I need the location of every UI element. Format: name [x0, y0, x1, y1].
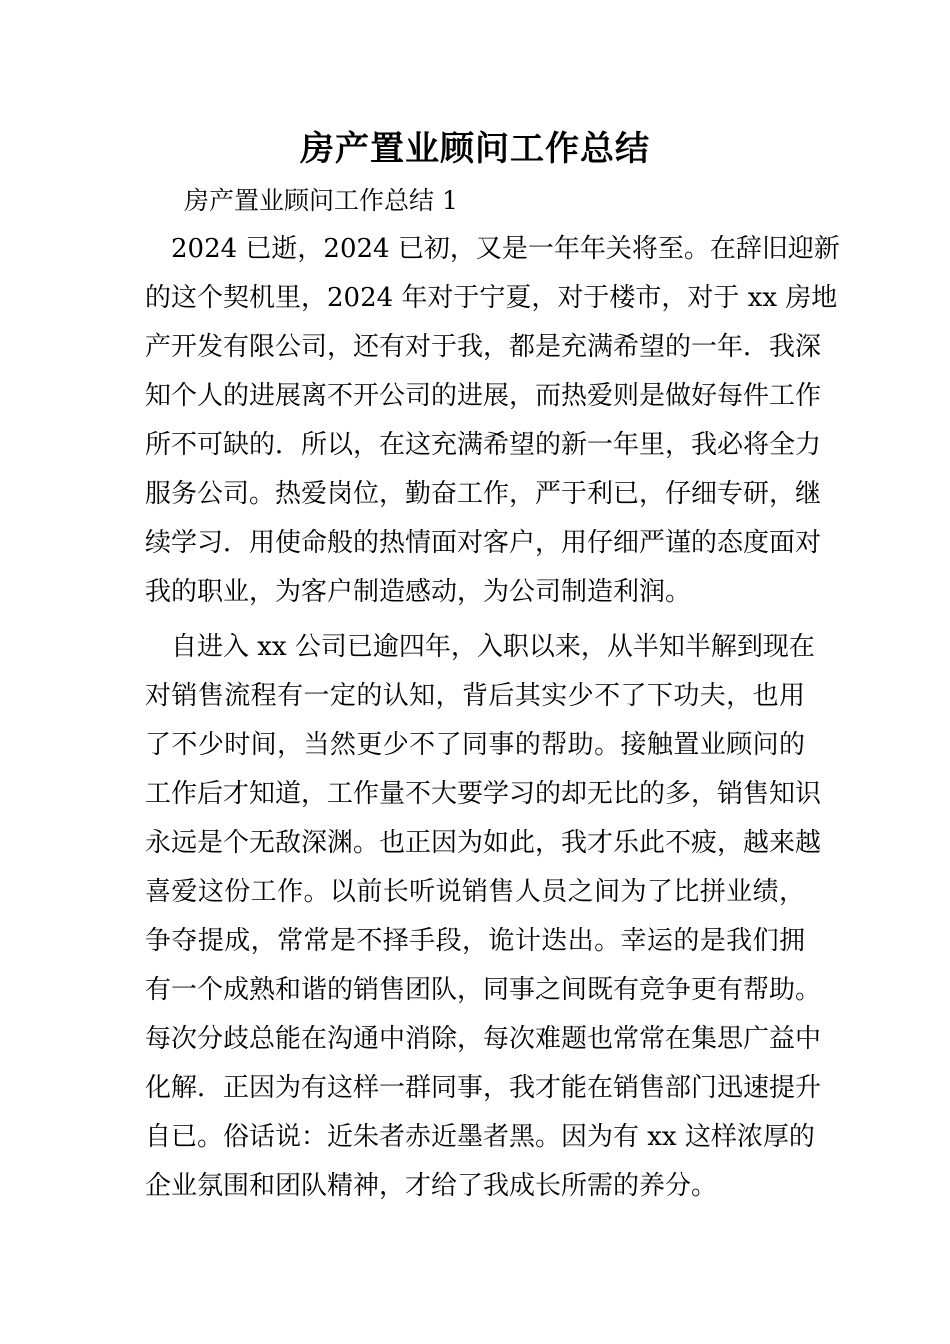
paragraph-line: 自进入 xx 公司已逾四年，入职以来，从半知半解到现在 [171, 632, 815, 662]
paragraph-line: 所不可缺的．所以，在这充满希望的新一年里，我必将全力 [145, 430, 822, 460]
paragraph-line: 工作后才知道，工作量不大要学习的却无比的多，销售知识 [145, 779, 822, 809]
paragraph-line: 了不少时间，当然更少不了同事的帮助。接触置业顾问的 [145, 730, 805, 760]
paragraph-line: 对销售流程有一定的认知，背后其实少不了下功夫，也用 [145, 681, 805, 711]
paragraph-line: 化解．正因为有这样一群同事，我才能在销售部门迅速提升 [145, 1073, 822, 1103]
paragraph-line: 产开发有限公司，还有对于我，都是充满希望的一年．我深 [145, 332, 822, 362]
paragraph-line: 每次分歧总能在沟通中消除，每次难题也常常在集思广益中 [145, 1024, 822, 1054]
document-subtitle: 房产置业顾问工作总结 1 [184, 186, 458, 215]
paragraph-2 [145, 623, 822, 1211]
paragraph-line: 2024 已逝，2024 已初，又是一年年关将至。在辞旧迎新 [171, 234, 840, 264]
paragraph-line: 企业氛围和团队精神，才给了我成长所需的养分。 [145, 1171, 718, 1201]
paragraph-line: 有一个成熟和谐的销售团队，同事之间既有竞争更有帮助。 [145, 975, 822, 1005]
paragraph-line: 我的职业，为客户制造感动，为公司制造利润。 [145, 577, 692, 607]
paragraph-line: 续学习．用使命般的热情面对客户，用仔细严谨的态度面对 [145, 528, 822, 558]
paragraph-line: 服务公司。热爱岗位，勤奋工作，严于利已，仔细专研，继 [145, 479, 822, 509]
paragraph-line: 自已。俗话说：近朱者赤近墨者黑。因为有 xx 这样浓厚的 [145, 1122, 815, 1152]
paragraph-line: 争夺提成，常常是不择手段，诡计迭出。幸运的是我们拥 [145, 926, 805, 956]
paragraph-line: 喜爱这份工作。以前长听说销售人员之间为了比拼业绩， [145, 877, 805, 907]
paragraph-line: 知个人的进展离不开公司的进展，而热爱则是做好每件工作 [145, 381, 822, 411]
paragraph-1 [145, 225, 840, 617]
document-title: 房产置业顾问工作总结 [300, 129, 650, 169]
paragraph-line: 的这个契机里，2024 年对于宁夏，对于楼市，对于 xx 房地 [145, 283, 838, 313]
paragraph-line: 永远是个无敌深渊。也正因为如此，我才乐此不疲，越来越 [145, 828, 822, 858]
